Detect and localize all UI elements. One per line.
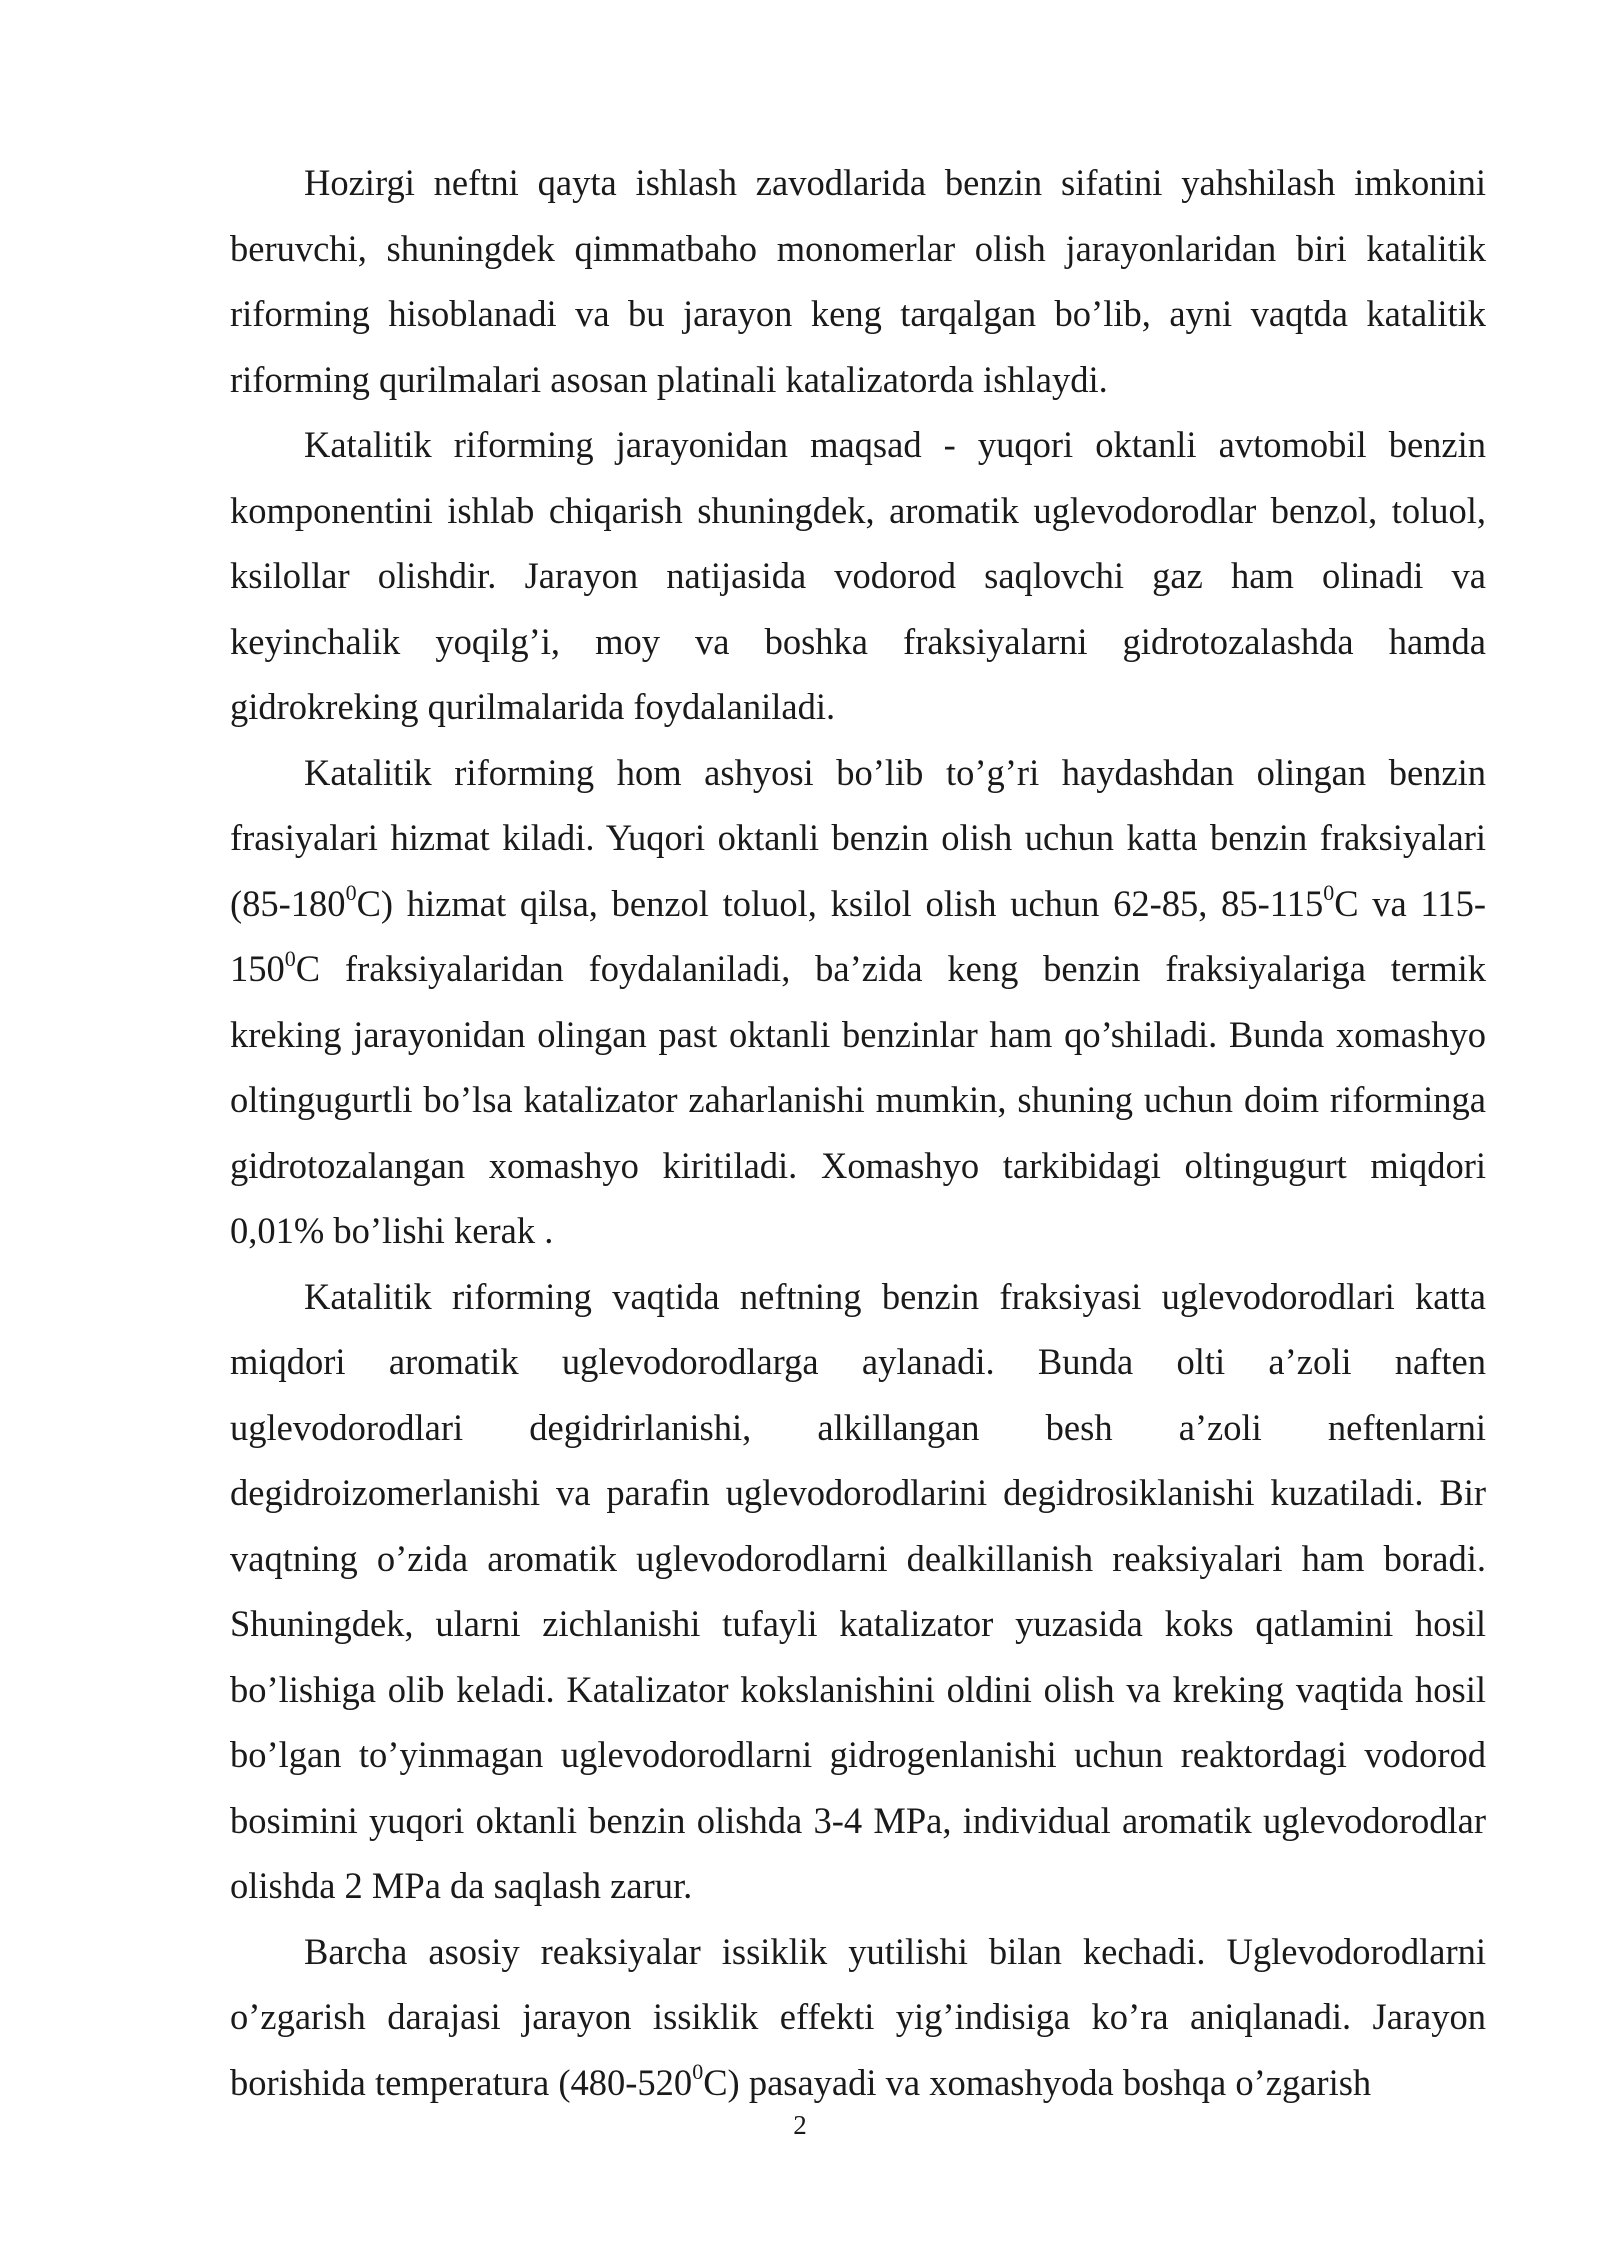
body-text <box>230 150 1486 2115</box>
degree-superscript: 0 <box>692 2059 704 2085</box>
paragraph-text: Hozirgi neftni qayta ishlash zavodlarida benzin sifatini yahshilash imkonini beruvchi, shuningdek qimmatbaho monomerlar olish jarayonlaridan biri katalitik riforming hisoblanadi va bu jarayon keng tarqalgan bo’lib, ayni vaqtda katalitik riforming qurilmalari asosan platinali katalizatorda ishlaydi. <box>230 162 1486 400</box>
paragraph-text: Katalitik riforming hom ashyosi bo’lib to’g’ri haydashdan olingan benzin frasiyalari hizmat kiladi. Yuqori oktanli benzin olish uchun katta benzin fraksiyalari (85-180 <box>230 751 1486 924</box>
page-number: 2 <box>793 2110 807 2140</box>
paragraph-4 <box>230 1264 1486 1919</box>
paragraph-text: Katalitik riforming vaqtida neftning benzin fraksiyasi uglevodorodlari katta miqdori aromatik uglevodorodlarga aylanadi. Bunda olti a’zoli naften uglevodorodlari degidrirlanishi, alkillangan besh a’zoli neftenlarni degidroizomerlanishi va parafin uglevodorodlarini degidrosiklanishi kuzatiladi. Bir vaqtning o’zida aromatik uglevodorodlarni dealkillanish reaksiyalari ham boradi. Shuningdek, ularni zichlanishi tufayli katalizator yuzasida koks qatlamini hosil bo’lishiga olib keladi. Katalizator kokslanishini oldini olish va kreking vaqtida hosil bo’lgan to’yinmagan uglevodorodlarni gidrogenlanishi uchun reaktordagi vodorod bosimini yuqori oktanli benzin olishda 3-4 MPa, individual aromatik uglevodorodlar olishda 2 MPa da saqlash zarur. <box>230 1275 1486 1906</box>
degree-superscript: 0 <box>284 945 296 971</box>
degree-superscript: 0 <box>345 880 357 906</box>
paragraph-5 <box>230 1919 1486 2116</box>
paragraph-3 <box>230 740 1486 1264</box>
paragraph-text: Katalitik riforming jarayonidan maqsad - yuqori oktanli avtomobil benzin komponentini ishlab chiqarish shuningdek, aromatik uglevodorodlar benzol, toluol, ksilollar olishdir. Jarayon natijasida vodorod saqlovchi gaz ham olinadi va keyinchalik yoqilg’i, moy va boshka fraksiyalarni gidrotozalashda hamda gidrokreking qurilmalarida foydalaniladi. <box>230 424 1486 727</box>
paragraph-text: C) pasayadi va xomashyoda boshqa o’zgarish <box>703 2061 1372 2103</box>
paragraph-1 <box>230 150 1486 412</box>
paragraph-text: C va 115-150 <box>230 882 1486 989</box>
degree-superscript: 0 <box>1323 880 1335 906</box>
paragraph-text: Barcha asosiy reaksiyalar issiklik yutilishi bilan kechadi. Uglevodorodlarni o’zgarish darajasi jarayon issiklik effekti yig’indisiga ko’ra aniqlanadi. Jarayon borishida temperatura (480-520 <box>230 1930 1486 2103</box>
paragraph-2 <box>230 412 1486 740</box>
paragraph-text: C fraksiyalaridan foydalaniladi, ba’zida keng benzin fraksiyalariga termik kreking jarayonidan olingan past oktanli benzinlar ham qo’shiladi. Bunda xomashyo oltingugurtli bo’lsa katalizator zaharlanishi mumkin, shuning uchun doim riforminga gidrotozalangan xomashyo kiritiladi. Xomashyo tarkibidagi oltingugurt miqdori 0,01% bo’lishi kerak . <box>230 948 1486 1251</box>
paragraph-text: C) hizmat qilsa, benzol toluol, ksilol olish uchun 62-85, 85-115 <box>356 882 1324 924</box>
